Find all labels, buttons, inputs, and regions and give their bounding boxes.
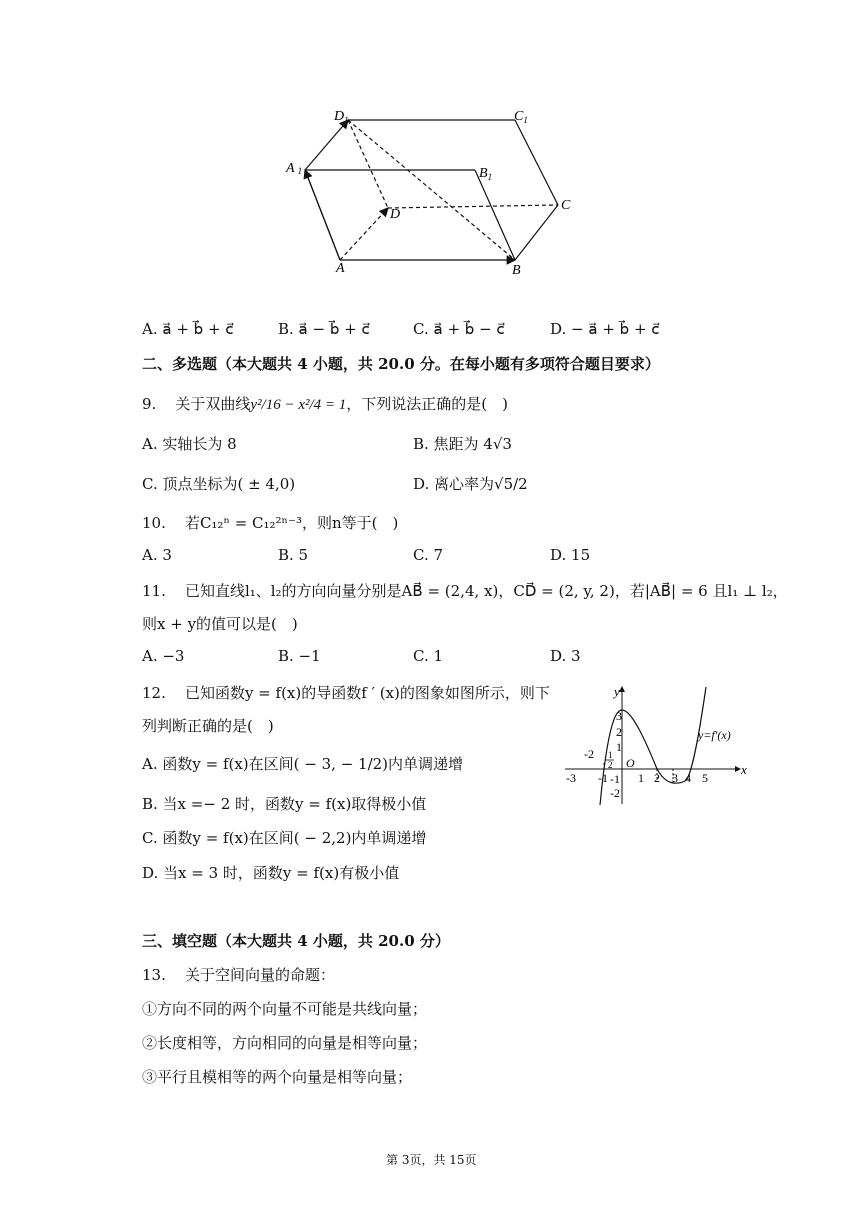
label-A1: A 1 (286, 161, 303, 176)
q9-option-a: A. 实轴长为 8 (142, 435, 237, 453)
x-tick-5: 5 (702, 771, 708, 785)
y-tick--1: -1 (610, 772, 620, 786)
q11-stem-line1 (142, 580, 788, 601)
x-tick-2: 2 (654, 771, 660, 785)
q13-item-2: ②长度相等，方向相同的向量是相等向量； (142, 1034, 428, 1052)
q11-option-a: A. −3 (142, 647, 185, 665)
q12-stem-line1 (142, 682, 550, 703)
q12-number: 12. (142, 684, 166, 702)
label-D: D (390, 207, 401, 222)
q13-item-3: ③平行且模相等的两个向量是相等向量； (142, 1068, 413, 1086)
q8-option-a: A. a⃗ + b⃗ + c⃗ (142, 320, 234, 338)
half-num: 1 (608, 750, 613, 760)
q12-stem-line2: 列判断正确的是( ) (142, 717, 274, 735)
q12-option-b: B. 当x =− 2 时，函数y = f(x)取得极小值 (142, 795, 427, 813)
graph-curve-label: y=f′(x) (698, 728, 731, 742)
q10-number: 10. (142, 514, 166, 532)
q10-option-d: D. 15 (550, 546, 591, 564)
label-C1: $C_1$ (514, 109, 528, 125)
x-tick--1: -1 (598, 771, 608, 785)
x-tick-1: 1 (638, 771, 644, 785)
q13-text: 关于空间向量的命题： (184, 966, 335, 984)
q9-equation: y²/16 − x²/4 = 1 (250, 397, 347, 413)
x-tick--3: -3 (566, 771, 576, 785)
q13-item-1: ①方向不同的两个向量不可能是共线向量； (142, 1000, 428, 1018)
q9-option-c: C. 顶点坐标为( ± 4,0) (142, 475, 296, 493)
x-tick-4: 4 (685, 771, 691, 785)
q11-option-c: C. 1 (413, 647, 444, 665)
q10-stem (142, 512, 398, 533)
graph-x-label: x (741, 762, 747, 777)
q11-option-b: B. −1 (278, 647, 321, 665)
page-footer: 第 3页，共 15页 (386, 1153, 477, 1167)
q8-option-d: D. − a⃗ + b⃗ + c⃗ (550, 320, 660, 338)
x-tick-3: 3 (672, 771, 678, 785)
q12-option-d: D. 当x = 3 时，函数y = f(x)有极小值 (142, 864, 400, 882)
q9-stem (142, 393, 508, 414)
q11-option-d: D. 3 (550, 647, 581, 665)
q10-text: 若C₁₂ⁿ = C₁₂²ⁿ⁻³，则n等于( ) (184, 514, 399, 532)
derivative-graph (560, 682, 760, 807)
q9-text-prefix: 关于双曲线 (175, 395, 251, 413)
y-tick-2: 2 (616, 725, 622, 739)
section3-heading: 三、填空题（本大题共 4 小题，共 20.0 分） (142, 932, 450, 950)
q9-option-b: B. 焦距为 4√3 (413, 435, 512, 453)
q11-stem-line2: 则x + y的值可以是( ) (142, 615, 298, 633)
q10-option-a: A. 3 (142, 546, 172, 564)
q8-option-b: B. a⃗ − b⃗ + c⃗ (278, 320, 370, 338)
q9-option-d: D. 离心率为√5/2 (413, 475, 528, 493)
y-tick--2: -2 (610, 786, 620, 800)
q10-option-b: B. 5 (278, 546, 309, 564)
q8-option-c: C. a⃗ + b⃗ − c⃗ (413, 320, 505, 338)
label-B: B (512, 263, 521, 278)
label-C: C (561, 198, 571, 213)
label-A: A (336, 261, 345, 276)
prism-figure (280, 100, 580, 285)
label-B1: $B_1$ (479, 166, 493, 182)
q12-option-a: A. 函数y = f(x)在区间( − 3, − 1/2)内单调递增 (142, 755, 464, 773)
q9-number: 9. (142, 395, 157, 413)
section2-heading: 二、多选题（本大题共 4 小题，共 20.0 分。在每小题有多项符合题目要求） (142, 355, 660, 373)
y-tick-1: 1 (616, 740, 622, 754)
graph-origin: O (626, 756, 635, 770)
y-tick-3: 3 (616, 709, 622, 723)
q12-option-c: C. 函数y = f(x)在区间( − 2,2)内单调递增 (142, 829, 427, 847)
graph-y-label: y (614, 684, 620, 699)
q11-text-line1: 已知直线l₁、l₂的方向向量分别是AB⃗ = (2,4, x)，CD⃗ = (2, y, 2)，若|AB⃗| = 6 且l₁ ⊥ l₂， (184, 582, 788, 600)
q13-number: 13. (142, 966, 166, 984)
half-den: 2 (608, 760, 613, 770)
q13-stem (142, 964, 335, 985)
label-D1: $D_1$ (334, 109, 349, 125)
q9-text-suffix: ，下列说法正确的是( ) (346, 395, 509, 413)
x-tick--2: -2 (584, 747, 594, 761)
q11-number: 11. (142, 582, 166, 600)
q10-option-c: C. 7 (413, 546, 444, 564)
q12-text-line1: 已知函数y = f(x)的导函数f ′ (x)的图象如图所示，则下 (184, 684, 550, 702)
